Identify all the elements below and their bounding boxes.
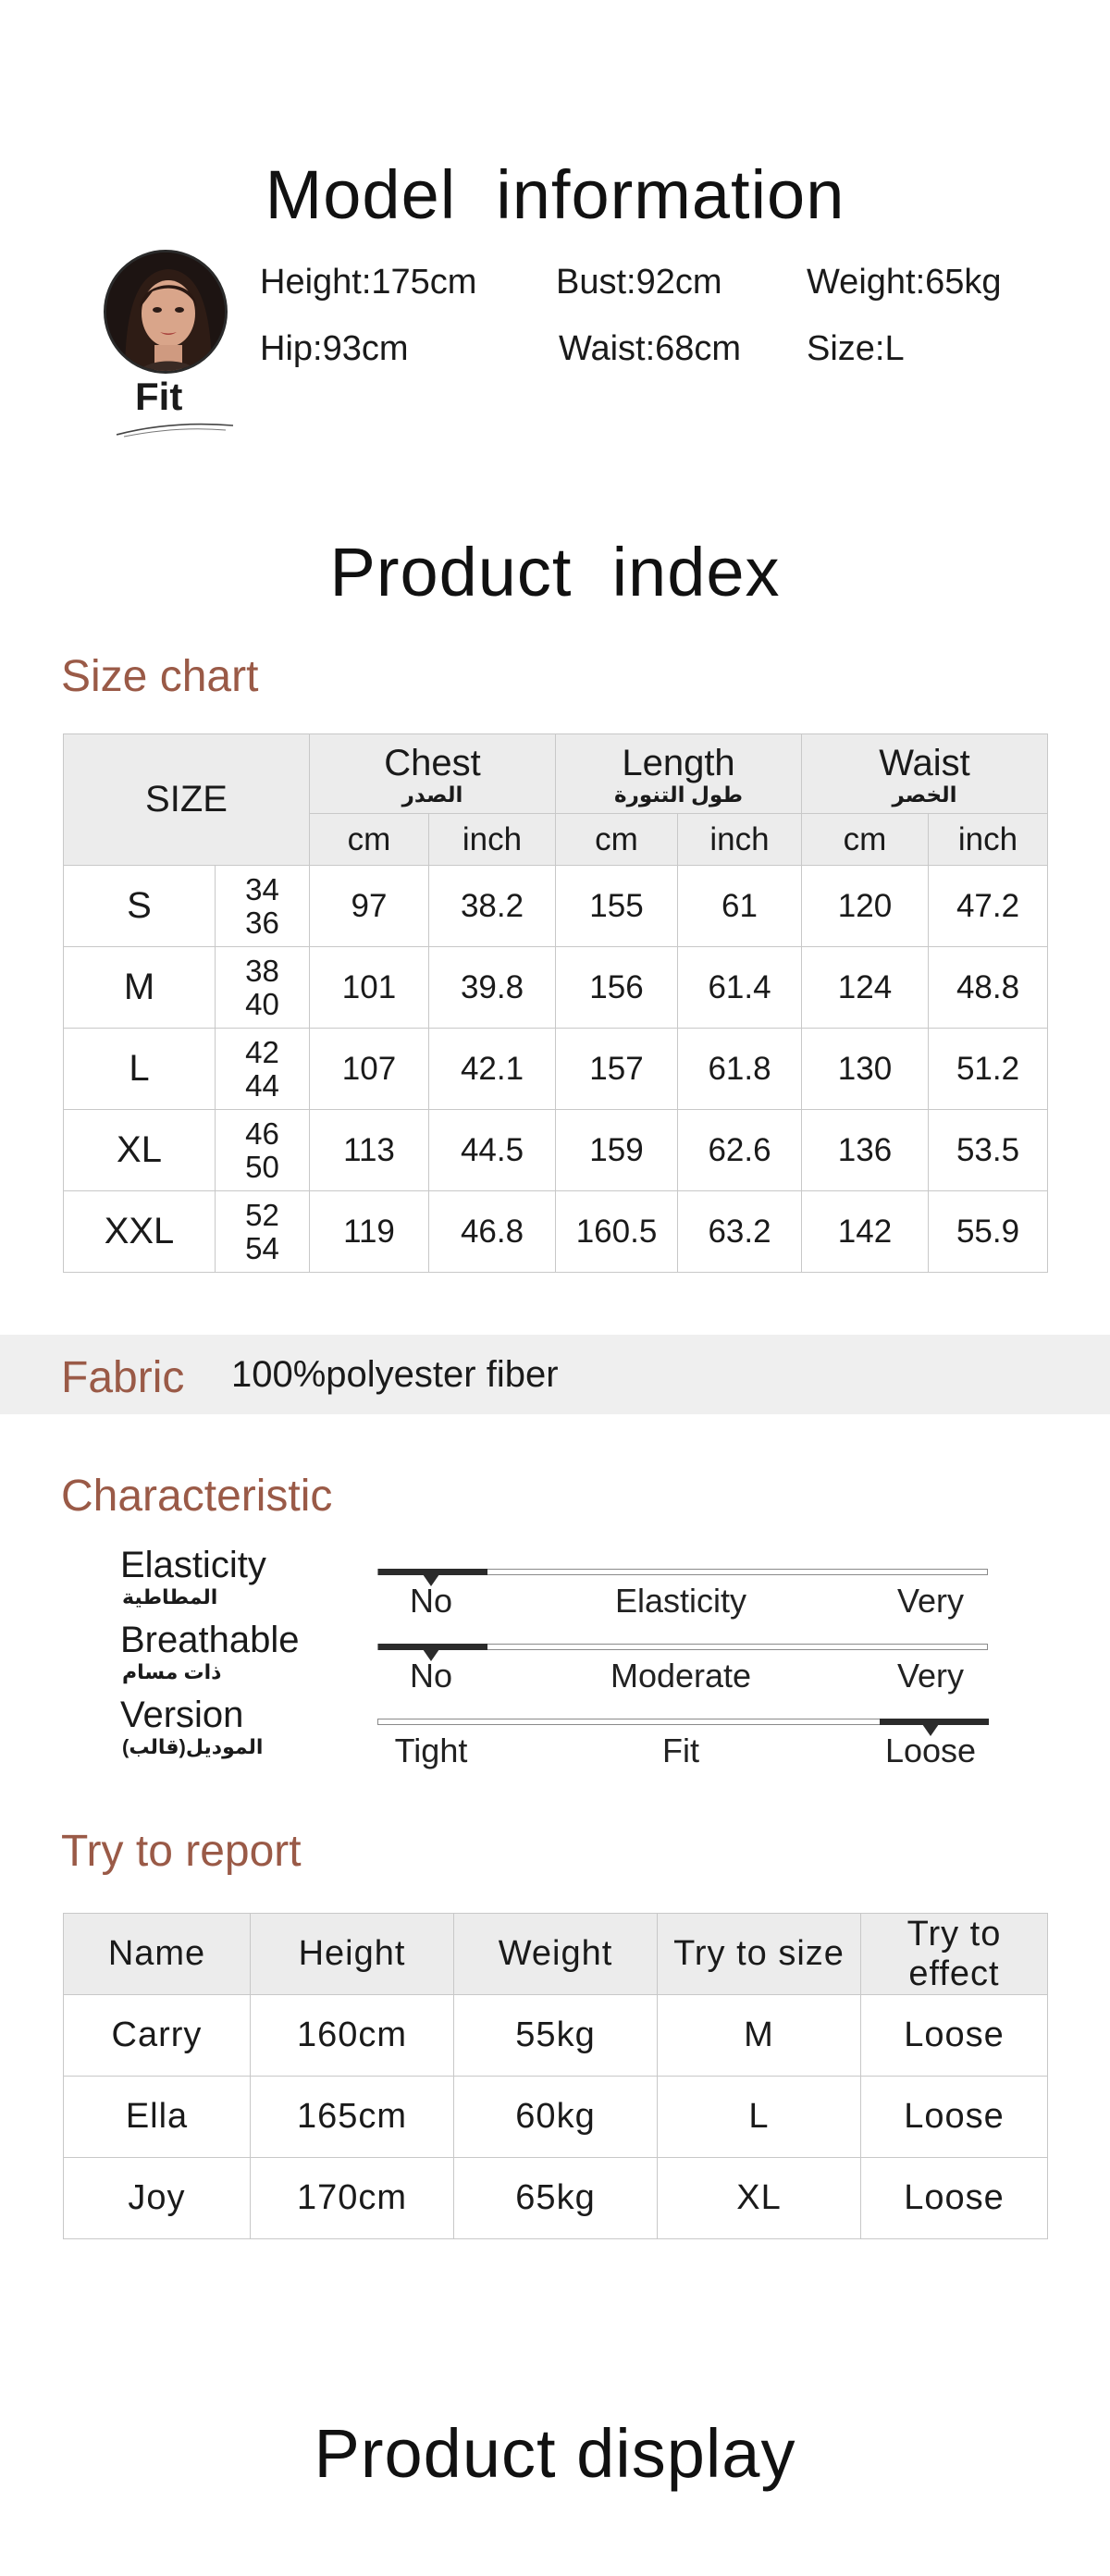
size-row bbox=[64, 947, 1048, 1029]
report-cell: M bbox=[658, 1995, 861, 2077]
chest-group-header: Chest الصدر bbox=[310, 734, 556, 814]
model-information-title: Model information bbox=[265, 156, 845, 233]
size-value-cell: 42.1 bbox=[429, 1029, 556, 1110]
characteristic-scale-label: Very bbox=[896, 1657, 965, 1695]
size-row bbox=[64, 866, 1048, 947]
report-cell: Loose bbox=[861, 1995, 1048, 2077]
report-header-row bbox=[64, 1914, 1048, 1995]
size-value-cell: 107 bbox=[310, 1029, 429, 1110]
size-value-cell: 120 bbox=[802, 866, 929, 947]
characteristic-name: Version bbox=[120, 1695, 244, 1735]
report-cell: 160cm bbox=[251, 1995, 454, 2077]
size-label: M bbox=[64, 947, 216, 1029]
report-cell: 65kg bbox=[454, 2158, 658, 2239]
size-value-cell: 97 bbox=[310, 866, 429, 947]
size-value-cell: 48.8 bbox=[929, 947, 1048, 1029]
try-report-heading: Try to report bbox=[61, 1827, 302, 1876]
characteristic-scale-label: Tight bbox=[394, 1732, 468, 1769]
size-header: SIZE bbox=[64, 734, 310, 866]
eu-size-pair: 34 36 bbox=[216, 866, 310, 947]
report-cell: 55kg bbox=[454, 1995, 658, 2077]
size-value-cell: 39.8 bbox=[429, 947, 556, 1029]
report-cell: Loose bbox=[861, 2158, 1048, 2239]
report-cell: 60kg bbox=[454, 2077, 658, 2158]
characteristic-scale-label: No bbox=[409, 1582, 453, 1620]
size-value-cell: 38.2 bbox=[429, 866, 556, 947]
characteristic-name: Elasticity bbox=[120, 1545, 266, 1585]
report-cell: Carry bbox=[64, 1995, 251, 2077]
characteristic-scale-label: Loose bbox=[884, 1732, 977, 1769]
characteristic-scale-track bbox=[377, 1569, 988, 1575]
report-cell: Ella bbox=[64, 2077, 251, 2158]
size-value-cell: 46.8 bbox=[429, 1191, 556, 1273]
unit-header: cm bbox=[802, 814, 929, 866]
characteristic-scale-label: Very bbox=[896, 1582, 965, 1620]
size-value-cell: 136 bbox=[802, 1110, 929, 1191]
unit-header: cm bbox=[556, 814, 678, 866]
characteristic-heading: Characteristic bbox=[61, 1472, 333, 1521]
size-value-cell: 55.9 bbox=[929, 1191, 1048, 1273]
size-chart-heading: Size chart bbox=[61, 652, 259, 701]
size-row bbox=[64, 1029, 1048, 1110]
size-value-cell: 157 bbox=[556, 1029, 678, 1110]
size-value-cell: 159 bbox=[556, 1110, 678, 1191]
report-cell: 165cm bbox=[251, 2077, 454, 2158]
size-value-cell: 156 bbox=[556, 947, 678, 1029]
size-value-cell: 61 bbox=[678, 866, 802, 947]
eu-size-pair: 38 40 bbox=[216, 947, 310, 1029]
size-label: S bbox=[64, 866, 216, 947]
size-value-cell: 51.2 bbox=[929, 1029, 1048, 1110]
eu-size-pair: 42 44 bbox=[216, 1029, 310, 1110]
unit-header: inch bbox=[929, 814, 1048, 866]
model-height: Height:175cm bbox=[260, 263, 477, 302]
report-cell: L bbox=[658, 2077, 861, 2158]
size-value-cell: 101 bbox=[310, 947, 429, 1029]
characteristic-arabic-name: المطاطية bbox=[122, 1585, 218, 1608]
characteristic-arabic-name: ذات مسام bbox=[122, 1660, 222, 1683]
report-row bbox=[64, 2077, 1048, 2158]
model-size: Size:L bbox=[807, 329, 905, 368]
size-value-cell: 44.5 bbox=[429, 1110, 556, 1191]
report-cell: Loose bbox=[861, 2077, 1048, 2158]
size-value-cell: 142 bbox=[802, 1191, 929, 1273]
report-cell: XL bbox=[658, 2158, 861, 2239]
fit-logo-swoosh bbox=[115, 418, 235, 438]
size-value-cell: 155 bbox=[556, 866, 678, 947]
fabric-value: 100%polyester fiber bbox=[231, 1354, 559, 1395]
unit-header: cm bbox=[310, 814, 429, 866]
unit-header: inch bbox=[678, 814, 802, 866]
unit-header: inch bbox=[429, 814, 556, 866]
report-header-cell: Try to size bbox=[658, 1914, 861, 1995]
size-value-cell: 47.2 bbox=[929, 866, 1048, 947]
characteristic-scale-label: Moderate bbox=[610, 1657, 752, 1695]
fit-logo-text: Fit bbox=[135, 375, 183, 418]
size-row bbox=[64, 1191, 1048, 1273]
size-label: XL bbox=[64, 1110, 216, 1191]
report-header-cell: Name bbox=[64, 1914, 251, 1995]
size-value-cell: 63.2 bbox=[678, 1191, 802, 1273]
size-value-cell: 113 bbox=[310, 1110, 429, 1191]
size-value-cell: 62.6 bbox=[678, 1110, 802, 1191]
characteristic-scale-label: No bbox=[409, 1657, 453, 1695]
size-chart-table bbox=[63, 733, 1048, 1273]
try-report-table bbox=[63, 1913, 1048, 2239]
size-value-cell: 160.5 bbox=[556, 1191, 678, 1273]
report-cell: Joy bbox=[64, 2158, 251, 2239]
size-row bbox=[64, 1110, 1048, 1191]
fabric-label: Fabric bbox=[61, 1353, 185, 1402]
characteristic-scale-label: Fit bbox=[662, 1732, 699, 1769]
report-row bbox=[64, 2158, 1048, 2239]
size-label: XXL bbox=[64, 1191, 216, 1273]
characteristic-scale-label: Elasticity bbox=[614, 1582, 747, 1620]
size-value-cell: 53.5 bbox=[929, 1110, 1048, 1191]
characteristic-arabic-name: (قالب)الموديل bbox=[122, 1735, 264, 1758]
characteristic-name: Breathable bbox=[120, 1620, 300, 1660]
report-header-cell: Height bbox=[251, 1914, 454, 1995]
size-value-cell: 61.4 bbox=[678, 947, 802, 1029]
size-value-cell: 130 bbox=[802, 1029, 929, 1110]
eu-size-pair: 52 54 bbox=[216, 1191, 310, 1273]
characteristic-scale-track bbox=[377, 1719, 988, 1725]
waist-group-header: Waist الخصر bbox=[802, 734, 1048, 814]
report-header-cell: Try to effect bbox=[861, 1914, 1048, 1995]
model-avatar bbox=[104, 250, 228, 374]
model-hip: Hip:93cm bbox=[260, 329, 409, 368]
model-weight: Weight:65kg bbox=[807, 263, 1002, 302]
report-header-cell: Weight bbox=[454, 1914, 658, 1995]
product-index-title: Product index bbox=[329, 534, 781, 610]
report-cell: 170cm bbox=[251, 2158, 454, 2239]
size-value-cell: 124 bbox=[802, 947, 929, 1029]
size-label: L bbox=[64, 1029, 216, 1110]
model-portrait-image bbox=[106, 253, 228, 374]
model-waist: Waist:68cm bbox=[559, 329, 742, 368]
report-row bbox=[64, 1995, 1048, 2077]
length-group-header: Length طول التنورة bbox=[556, 734, 802, 814]
model-bust: Bust:92cm bbox=[556, 263, 722, 302]
eu-size-pair: 46 50 bbox=[216, 1110, 310, 1191]
characteristic-scale-track bbox=[377, 1644, 988, 1650]
size-value-cell: 119 bbox=[310, 1191, 429, 1273]
product-display-title: Product display bbox=[314, 2415, 796, 2492]
size-value-cell: 61.8 bbox=[678, 1029, 802, 1110]
